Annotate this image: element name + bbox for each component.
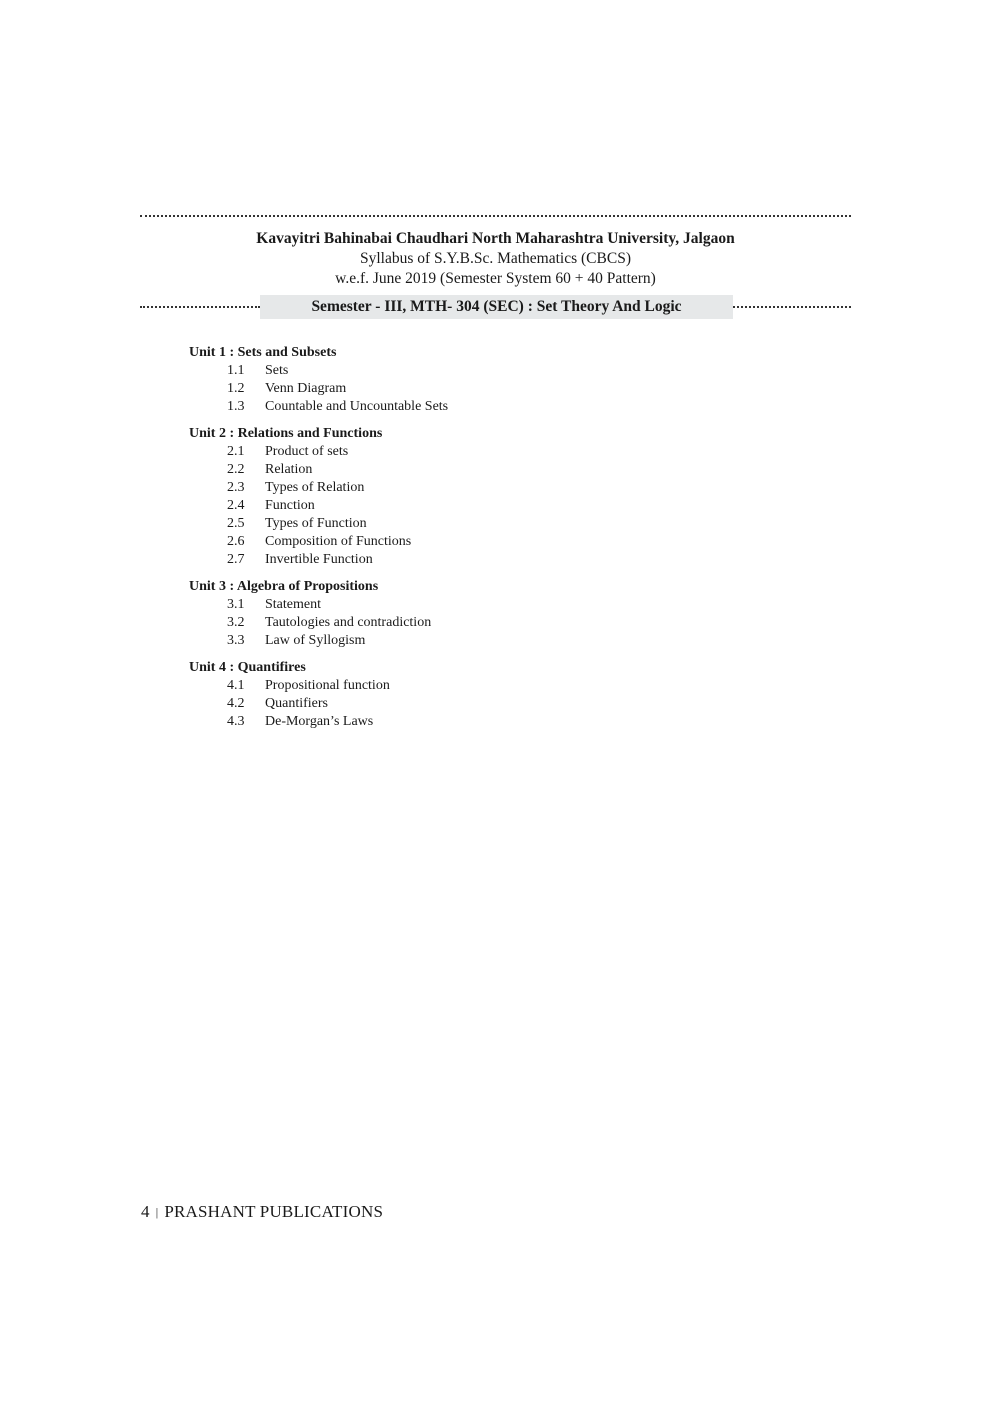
topic-item xyxy=(189,515,789,533)
topic-item xyxy=(189,461,789,479)
topic-label: Propositional function xyxy=(265,678,390,693)
topic-label: Invertible Function xyxy=(265,552,373,567)
topic-label: Relation xyxy=(265,462,313,477)
topic-number: 4.2 xyxy=(227,696,245,711)
topic-item xyxy=(189,713,789,731)
topic-label: Product of sets xyxy=(265,444,349,459)
topic-item xyxy=(189,380,789,398)
topic-number: 2.5 xyxy=(227,516,245,531)
footer-separator: | xyxy=(155,1205,159,1219)
semester-right-dotted-rule xyxy=(733,306,851,308)
topic-label: De-Morgan’s Laws xyxy=(265,714,374,729)
topic-item xyxy=(189,443,789,461)
topic-item xyxy=(189,596,789,614)
page-footer xyxy=(141,1201,383,1224)
syllabus-title: Syllabus of S.Y.B.Sc. Mathematics (CBCS) xyxy=(360,250,631,267)
topic-number: 2.7 xyxy=(227,552,245,567)
semester-banner: Semester - III, MTH- 304 (SEC) : Set Theory And Logic xyxy=(260,295,733,319)
unit-section xyxy=(189,659,789,731)
units-list xyxy=(189,344,789,740)
university-name: Kavayitri Bahinabai Chaudhari North Maharashtra University, Jalgaon xyxy=(256,230,735,247)
publisher-name: PRASHANT PUBLICATIONS xyxy=(164,1202,384,1221)
topic-label: Types of Function xyxy=(265,516,367,531)
topic-number: 4.3 xyxy=(227,714,245,729)
topic-item xyxy=(189,533,789,551)
topic-item xyxy=(189,398,789,416)
topic-item xyxy=(189,677,789,695)
topic-number: 2.6 xyxy=(227,534,245,549)
unit-title: Unit 2 : Relations and Functions xyxy=(189,426,383,441)
topic-number: 1.3 xyxy=(227,399,245,414)
topic-number: 3.3 xyxy=(227,633,245,648)
semester-left-dotted-rule xyxy=(140,306,260,308)
topic-label: Composition of Functions xyxy=(265,534,412,549)
topic-label: Function xyxy=(265,498,315,513)
topic-item xyxy=(189,551,789,569)
topic-item xyxy=(189,614,789,632)
unit-title: Unit 1 : Sets and Subsets xyxy=(189,345,337,360)
topic-number: 2.4 xyxy=(227,498,245,513)
unit-section xyxy=(189,578,789,650)
unit-section xyxy=(189,425,789,569)
page-number: 4 xyxy=(141,1202,150,1221)
topic-label: Sets xyxy=(265,363,289,378)
topic-number: 2.2 xyxy=(227,462,245,477)
topic-number: 2.1 xyxy=(227,444,245,459)
topic-label: Quantifiers xyxy=(265,696,328,711)
document-header xyxy=(140,229,851,289)
top-dotted-rule xyxy=(140,215,851,217)
topic-item xyxy=(189,362,789,380)
topic-number: 2.3 xyxy=(227,480,245,495)
topic-label: Types of Relation xyxy=(265,480,365,495)
unit-title: Unit 4 : Quantifires xyxy=(189,660,306,675)
topic-label: Tautologies and contradiction xyxy=(265,615,432,630)
topic-number: 1.2 xyxy=(227,381,245,396)
unit-section xyxy=(189,344,789,416)
topic-item xyxy=(189,695,789,713)
topic-label: Law of Syllogism xyxy=(265,633,366,648)
unit-title: Unit 3 : Algebra of Propositions xyxy=(189,579,379,594)
topic-number: 3.2 xyxy=(227,615,245,630)
topic-label: Countable and Uncountable Sets xyxy=(265,399,449,414)
topic-number: 1.1 xyxy=(227,363,245,378)
topic-number: 4.1 xyxy=(227,678,245,693)
effective-date: w.e.f. June 2019 (Semester System 60 + 40 Pattern) xyxy=(335,270,656,287)
topic-item xyxy=(189,479,789,497)
topic-number: 3.1 xyxy=(227,597,245,612)
topic-item xyxy=(189,497,789,515)
topic-label: Venn Diagram xyxy=(265,381,347,396)
topic-item xyxy=(189,632,789,650)
topic-label: Statement xyxy=(265,597,321,612)
